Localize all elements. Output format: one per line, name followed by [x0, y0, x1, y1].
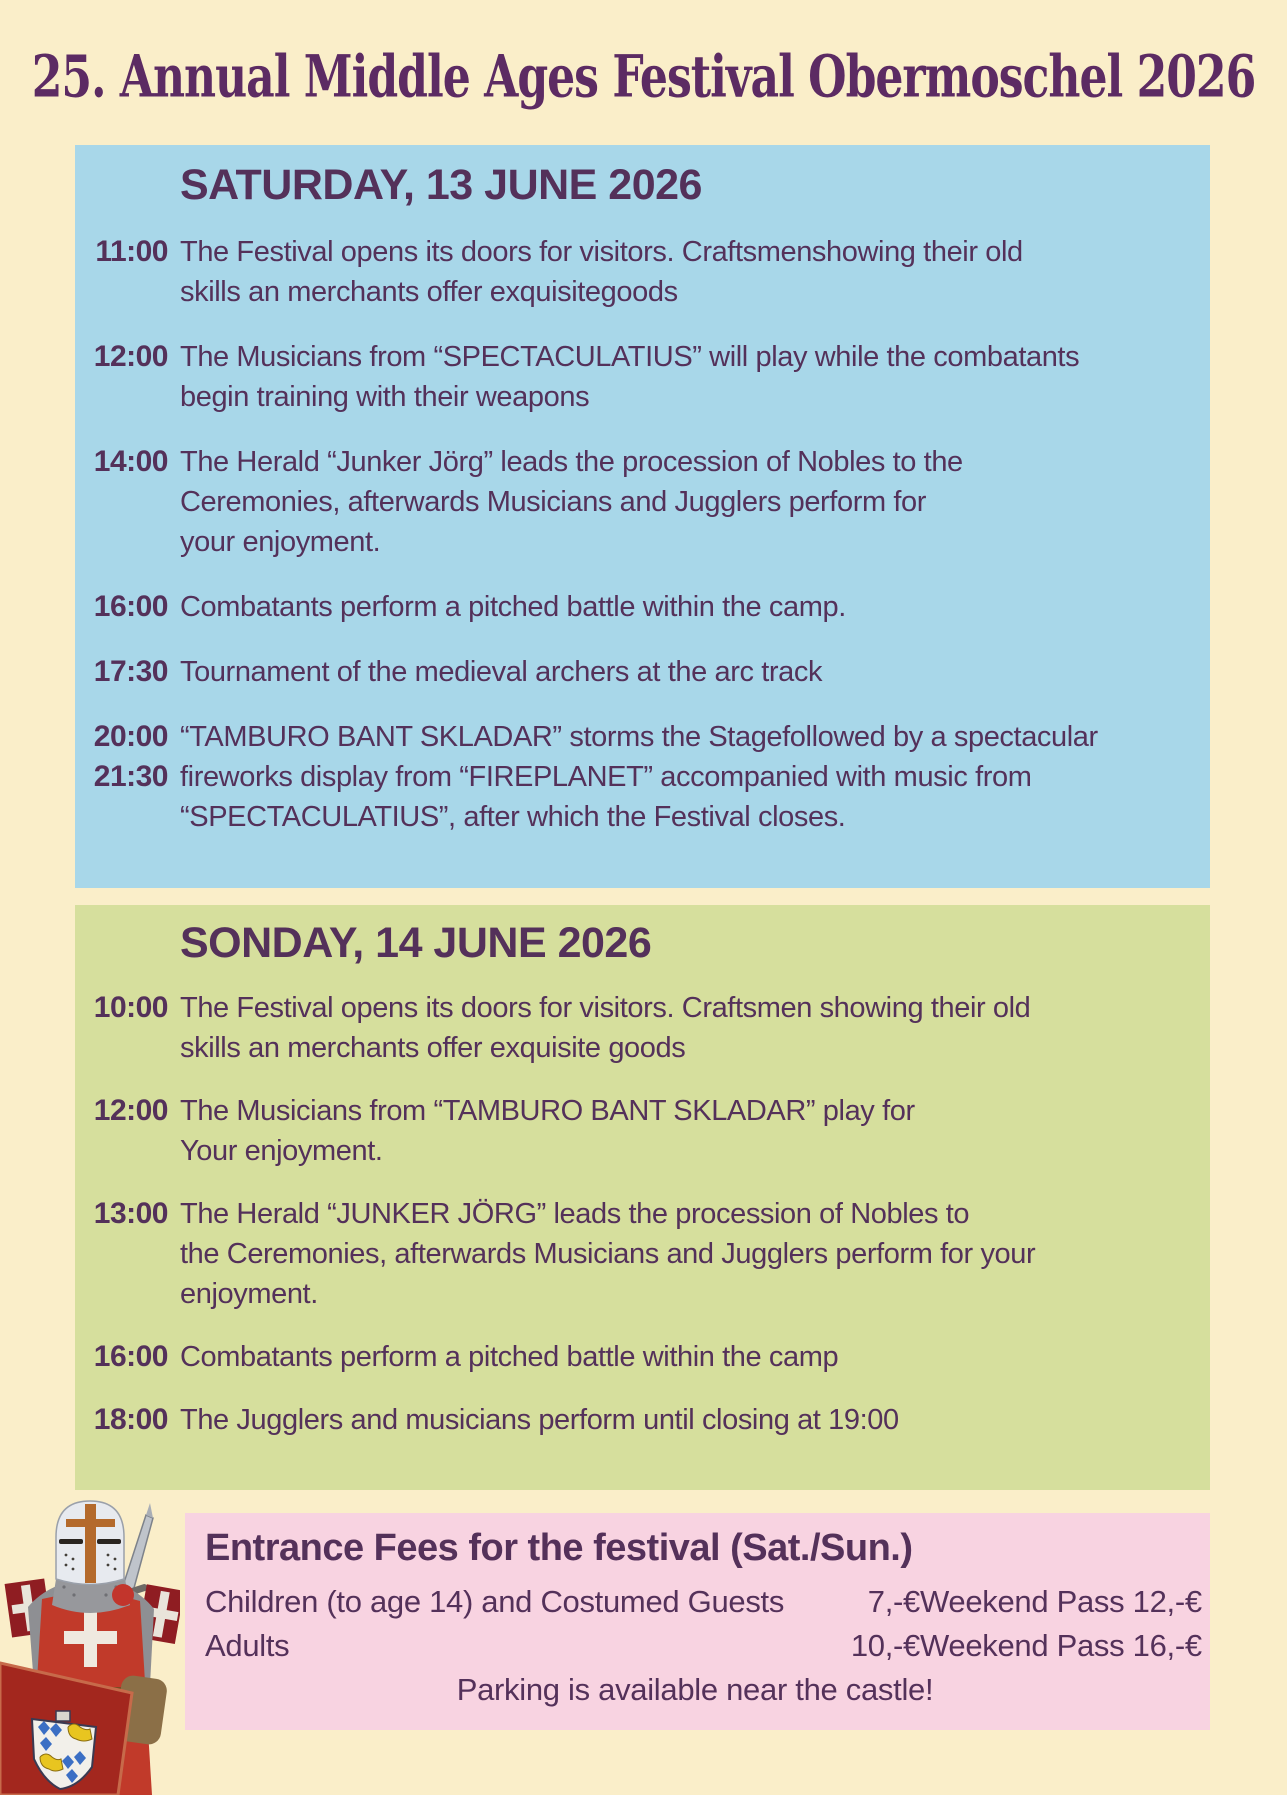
sunday-schedule-panel: [75, 905, 1210, 1490]
schedule-entry: [90, 1194, 1190, 1314]
fee-row-adults: [205, 1624, 1202, 1668]
fees-header: Entrance Fees for the festival (Sat./Sun.): [205, 1527, 913, 1569]
red-glove: [112, 1584, 134, 1606]
entry-time: 16:00: [93, 590, 168, 623]
entry-description: Combatants perform a pitched battle within the camp.: [180, 591, 846, 623]
entry-time: 13:00: [93, 1197, 168, 1230]
page-title: 25. Annual Middle Ages Festival Obermoschel 2026: [31, 42, 1256, 111]
parking-note: Parking is available near the castle!: [456, 1672, 934, 1707]
entry-description: The Herald “Junker Jörg” leads the procession of Nobles to the Ceremonies, afterwards Musicians and Jugglers perform for your enjoyment.: [180, 446, 963, 558]
entry-description: The Musicians from “SPECTACULATIUS” will play while the combatants begin training with their weapons: [180, 341, 1080, 413]
entry-description: The Herald “JUNKER JÖRG” leads the procession of Nobles to the Ceremonies, afterwards Musicians and Jugglers perform for your enjoyment.: [180, 1198, 1036, 1310]
knight-photo: [0, 1495, 180, 1795]
schedule-entry: [90, 652, 1190, 692]
entry-time: 11:00: [95, 235, 168, 268]
fee-weekend-pass: Weekend Pass 12,-€: [920, 1584, 1202, 1619]
schedule-entry: [90, 988, 1190, 1068]
entry-time: 18:00: [93, 1403, 168, 1436]
fee-price: 10,-€: [850, 1628, 920, 1663]
entry-time: 12:00: [93, 1094, 168, 1127]
entry-description: Combatants perform a pitched battle within the camp: [180, 1341, 839, 1373]
schedule-entry: [90, 337, 1190, 417]
entry-time: 10:00: [93, 991, 168, 1024]
schedule-entry: [90, 442, 1190, 562]
entry-time: 12:00: [93, 340, 168, 373]
schedule-entry: [90, 1337, 1190, 1377]
schedule-entry: [90, 232, 1190, 312]
schedule-entry: [90, 587, 1190, 627]
saturday-schedule-panel: [75, 145, 1210, 888]
entry-time: 17:30: [93, 655, 168, 688]
entrance-fees-panel: [185, 1513, 1210, 1730]
entry-description: The Musicians from “TAMBURO BANT SKLADAR” play for Your enjoyment.: [180, 1095, 915, 1167]
entry-description: “TAMBURO BANT SKLADAR” storms the Stagefollowed by a spectacular fireworks display from “FIREPLANET” accompanied with music from “SPECTACULATIUS”, after which the Festival closes.: [180, 721, 1098, 833]
entry-time: 20:00 21:30: [93, 720, 168, 793]
fee-price: 7,-€: [867, 1584, 920, 1619]
great-helm-icon: [56, 1501, 124, 1585]
entry-description: The Jugglers and musicians perform until closing at 19:00: [180, 1404, 899, 1436]
entry-time: 14:00: [93, 445, 168, 478]
fee-row-children: [205, 1580, 1202, 1624]
entry-description: The Festival opens its doors for visitors. Craftsmen showing their old skills an merchants offer exquisite goods: [180, 992, 1031, 1064]
schedule-entry: [90, 717, 1190, 837]
fee-label: Children (to age 14) and Costumed Guests: [205, 1584, 785, 1619]
schedule-entry: [90, 1400, 1190, 1440]
fee-weekend-pass: Weekend Pass 16,-€: [920, 1628, 1202, 1663]
entry-time: 16:00: [93, 1340, 168, 1373]
fee-label: Adults: [205, 1628, 290, 1663]
entry-description: The Festival opens its doors for visitors. Craftsmenshowing their old skills an merchants offer exquisitegoods: [180, 236, 1023, 308]
entry-description: Tournament of the medieval archers at the arc track: [180, 656, 823, 688]
schedule-entry: [90, 1091, 1190, 1171]
sunday-header: SONDAY, 14 JUNE 2026: [180, 919, 652, 967]
saturday-header: SATURDAY, 13 JUNE 2026: [180, 161, 702, 209]
